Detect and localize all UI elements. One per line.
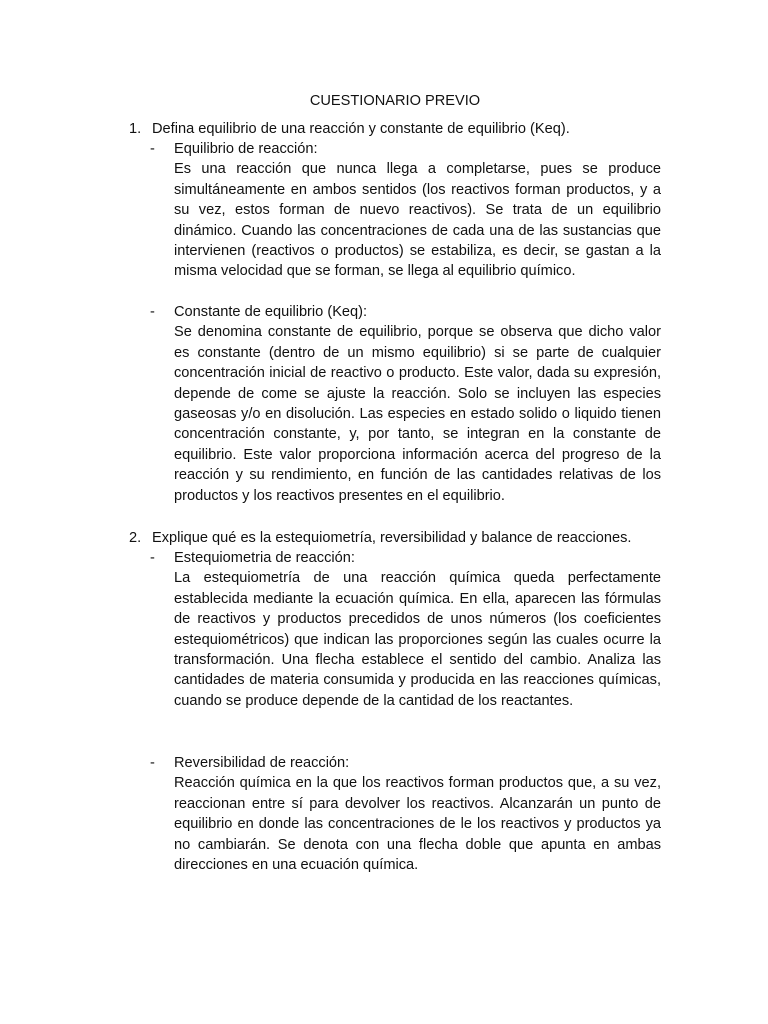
term-heading: Constante de equilibrio (Keq):: [174, 304, 368, 320]
term-definition: Reacción química en la que los reactivos forman productos que, a su vez, reaccionan entre sí para devolver los reactivos. Alcanzarán un punto de equilibrio en donde las concentraciones de le los reactivos y productos ya no cambiarán. Se denota con una flecha doble que apunta en ambas direcciones en una ecuación química.: [174, 775, 661, 874]
term-heading: Reversibilidad de reacción:: [174, 755, 350, 771]
question-text: Defina equilibrio de una reacción y constante de equilibrio (Keq).: [152, 121, 570, 137]
term-heading: Estequiometria de reacción:: [174, 550, 355, 566]
question-text: Explique qué es la estequiometría, reversibilidad y balance de reacciones.: [152, 530, 632, 546]
term-definition: La estequiometría de una reacción química queda perfectamente establecida mediante la ecuación química. En ella, aparecen las fórmulas de reactivos y productos precedidos de unos números (los coeficientes estequiométricos) que indican las proporciones según las cuales ocurre la transformación. Una flecha establece el sentido del cambio. Analiza las cantidades de materia consumida y producida en las reacciones químicas, cuando se produce depende de la cantidad de los reactantes.: [174, 570, 661, 709]
bullet-dash: -: [150, 141, 155, 157]
document-title: CUESTIONARIO PREVIO: [309, 93, 481, 109]
question-number: 2.: [129, 530, 142, 546]
term-definition: Se denomina constante de equilibrio, porque se observa que dicho valor es constante (dentro de un mismo equilibrio) si se parte de cualquier concentración inicial de reactivo o producto. Este valor, dada su expresión, depende de come se ajuste la reacción. Solo se incluyen las especies gaseosas y/o en disolución. Las especies en estado solido o liquido tienen concentración constante, y, por tanto, se integran en la constante de equilibrio. Este valor proporciona información acerca del progreso de la reacción y su rendimiento, en función de las cantidades relativas de los productos y los reactivos presentes en el equilibrio.: [174, 324, 661, 504]
term-heading: Equilibrio de reacción:: [174, 141, 318, 157]
term-definition: Es una reacción que nunca llega a completarse, pues se produce simultáneamente en ambos sentidos (los reactivos forman productos, y a su vez, estos forman de nuevo reactivos). Se trata de un equilibrio dinámico. Cuando las concentraciones de cada una de las sustancias que intervienen (reactivos o productos) se estabiliza, es decir, se gastan a la misma velocidad que se forman, se llega al equilibrio químico.: [174, 161, 661, 280]
question-number: 1.: [129, 121, 142, 137]
bullet-dash: -: [150, 304, 155, 320]
bullet-dash: -: [150, 550, 155, 566]
bullet-dash: -: [150, 755, 155, 771]
